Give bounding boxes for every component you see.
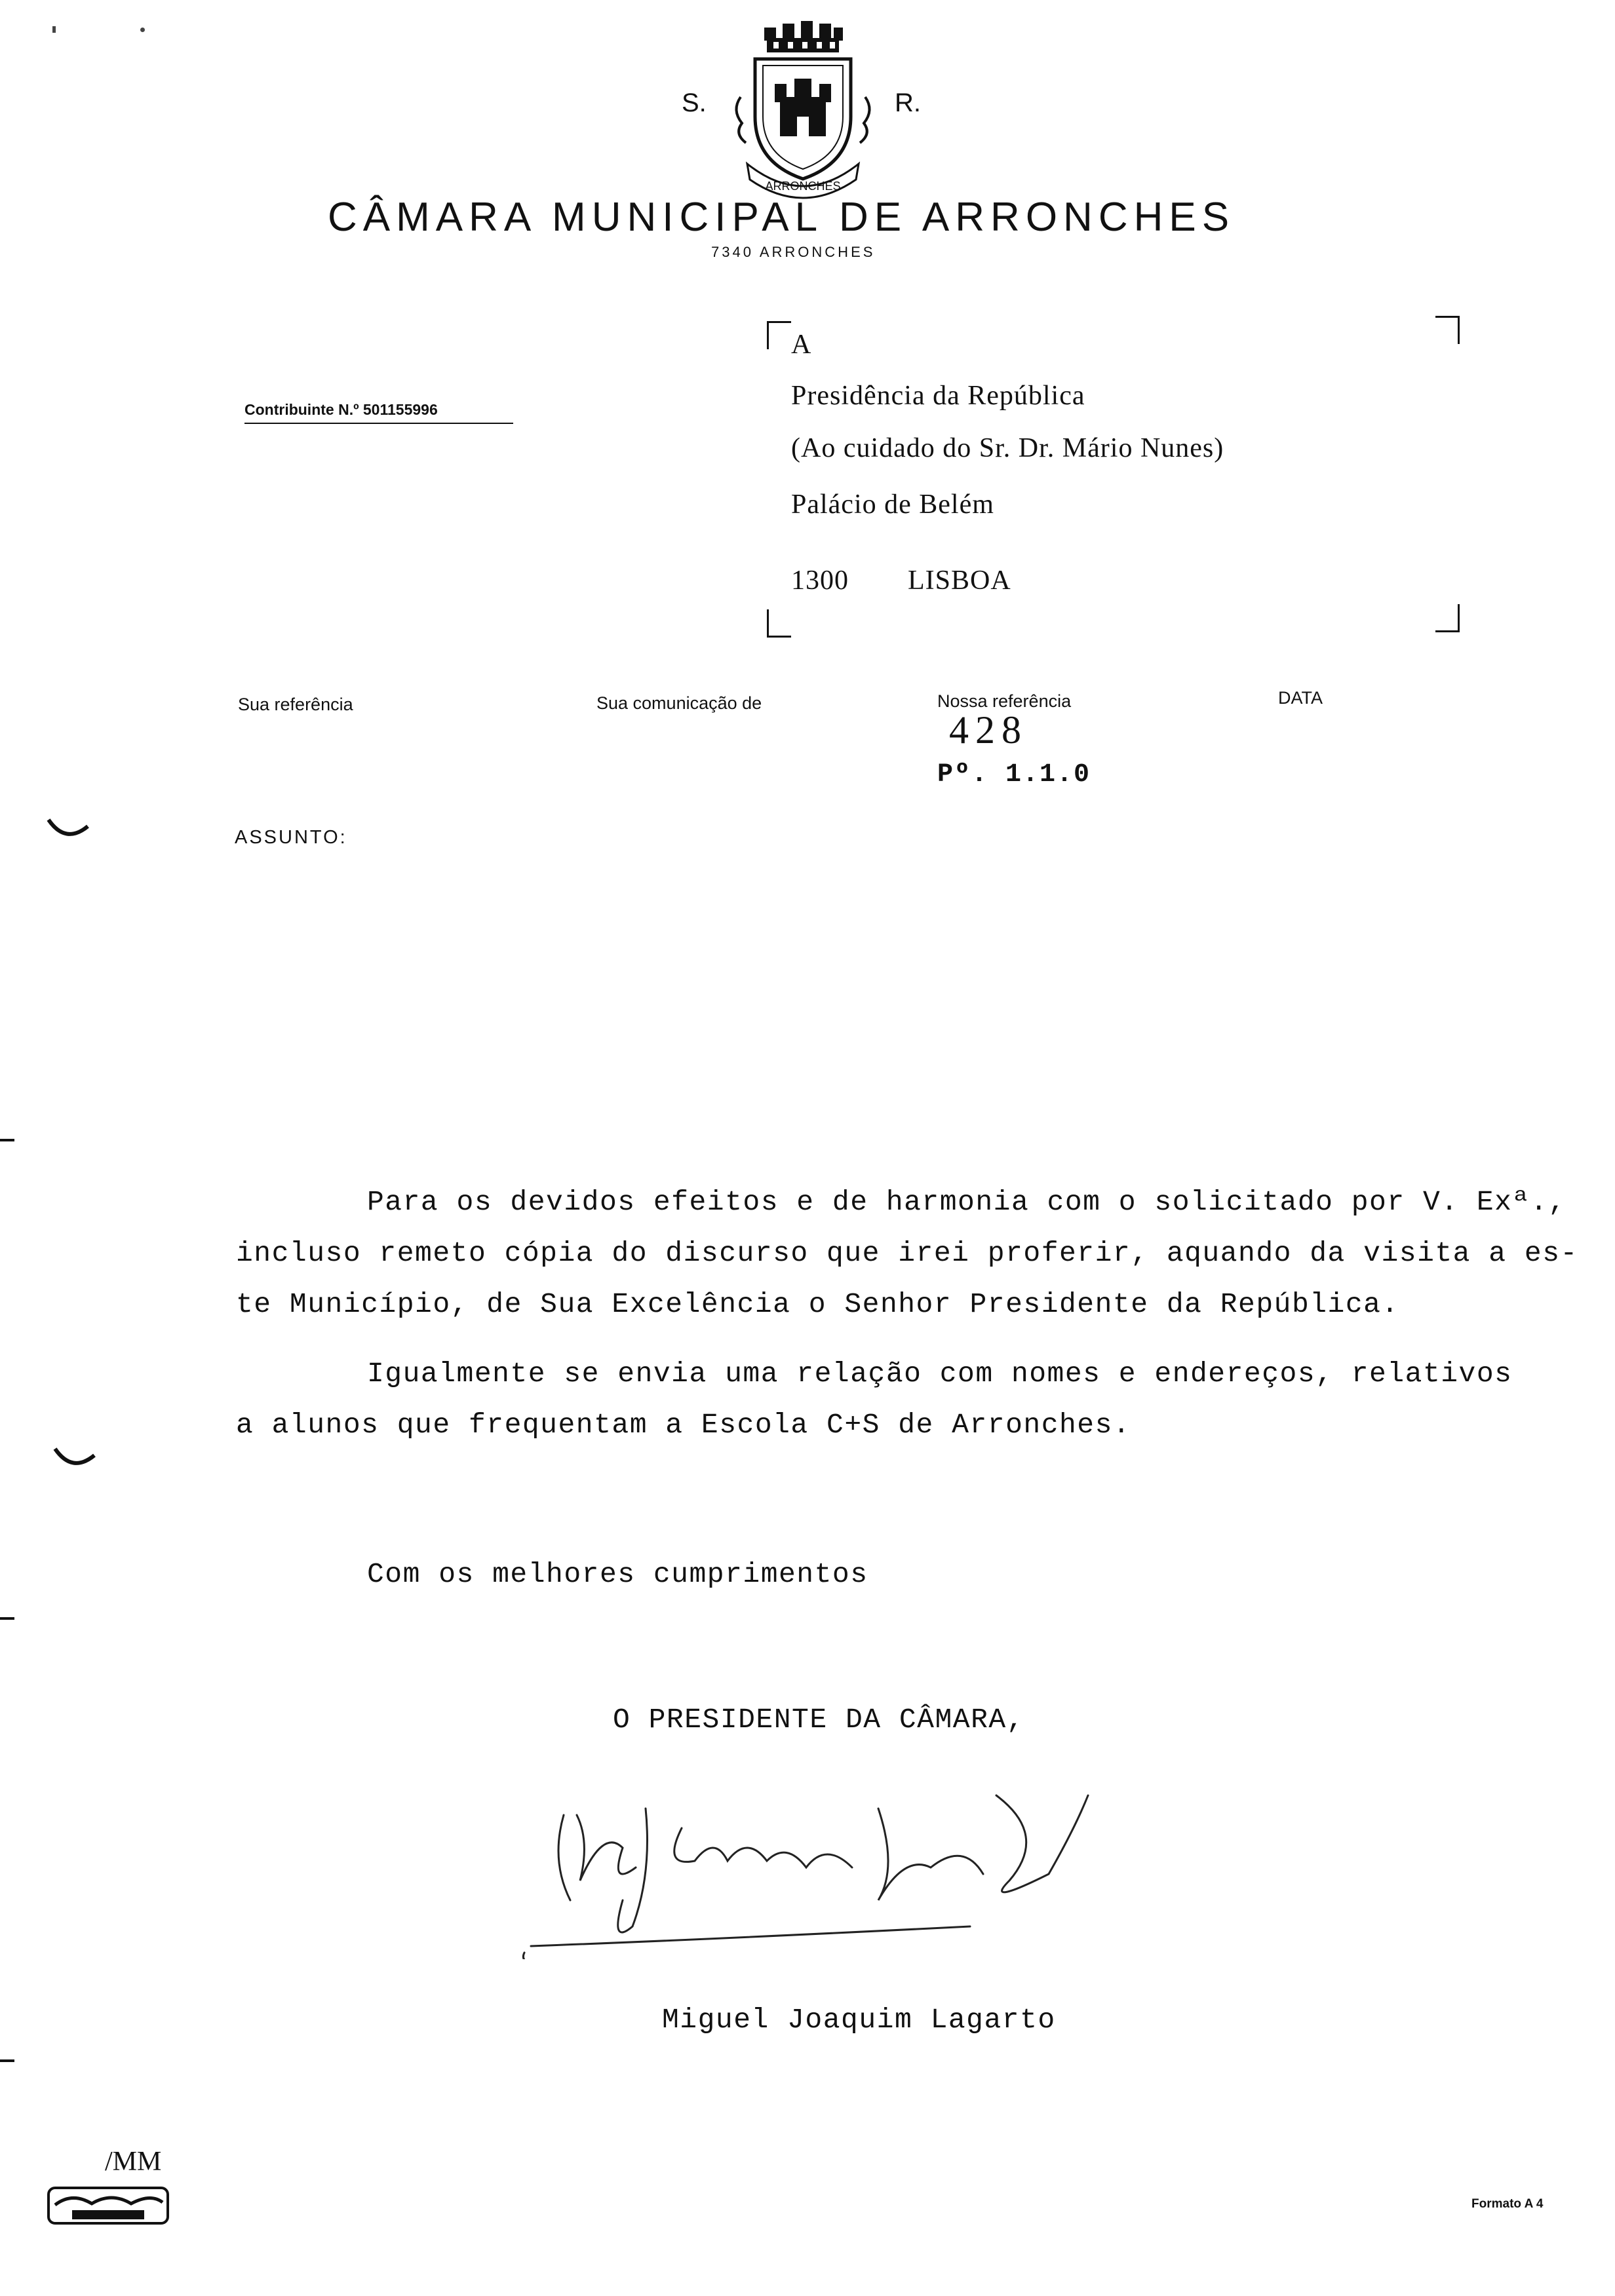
taxpayer-number: Contribuinte N.º 501155996 xyxy=(244,401,513,424)
fold-mark xyxy=(0,1139,14,1141)
punch-mark-icon xyxy=(46,816,92,842)
address-postal-code: 1300 xyxy=(791,565,849,596)
sr-right-mark: R. xyxy=(895,88,921,117)
address-street: Palácio de Belém xyxy=(791,489,994,520)
body-paragraph-1-line-2: incluso remeto cópia do discurso que irei proferir, aquando da visita a es- xyxy=(236,1237,1578,1269)
date-label: DATA xyxy=(1278,688,1323,708)
body-paragraph-2-line-2: a alunos que frequentam a Escola C+S de Arronches. xyxy=(236,1409,1131,1441)
speck-mark xyxy=(140,28,145,32)
address-city: LISBOA xyxy=(908,565,1011,596)
fold-mark xyxy=(0,2059,14,2062)
typist-initials: /MM xyxy=(105,2147,162,2177)
address-recipient: Presidência da República xyxy=(791,381,1085,411)
signatory-title: O PRESIDENTE DA CÂMARA, xyxy=(613,1704,1024,1736)
address-attention: (Ao cuidado do Sr. Dr. Mário Nunes) xyxy=(791,433,1224,463)
our-reference-label: Nossa referência xyxy=(937,691,1072,711)
closing-salutation: Com os melhores cumprimentos xyxy=(367,1558,868,1590)
body-paragraph-2-line-1: Igualmente se envia uma relação com nomes e endereços, relativos xyxy=(367,1358,1513,1390)
your-communication-label: Sua comunicação de xyxy=(596,693,762,713)
body-paragraph-1-line-3: te Município, de Sua Excelência o Senhor Presidente da República. xyxy=(236,1288,1399,1320)
body-paragraph-1-line-1: Para os devidos efeitos e de harmonia com o solicitado por V. Exª., xyxy=(367,1186,1566,1218)
our-reference-number: 428 xyxy=(949,708,1028,752)
signatory-name: Miguel Joaquim Lagarto xyxy=(662,2004,1056,2036)
fold-mark xyxy=(0,1617,14,1620)
address-corner-top-left xyxy=(767,321,791,349)
your-reference-label: Sua referência xyxy=(238,695,353,714)
address-corner-bottom-left xyxy=(767,609,791,638)
punch-mark-icon xyxy=(52,1445,98,1471)
process-number: Pº. 1.1.0 xyxy=(937,760,1091,790)
handwritten-signature xyxy=(511,1769,1140,1959)
speck-mark xyxy=(52,26,56,33)
address-prefix: A xyxy=(791,330,812,360)
municipality-postal-line: 7340 ARRONCHES xyxy=(711,244,876,260)
address-corner-bottom-right xyxy=(1435,604,1460,632)
subject-label: ASSUNTO: xyxy=(235,827,347,848)
municipal-crest-icon xyxy=(728,18,878,208)
page-title: CÂMARA MUNICIPAL DE ARRONCHES xyxy=(328,195,1236,240)
address-corner-top-right xyxy=(1435,316,1460,344)
sr-left-mark: S. xyxy=(682,88,707,117)
crest-banner-text: ARRONCHES xyxy=(765,180,841,193)
printer-stamp-logo xyxy=(46,2185,170,2226)
paper-format-label: Formato A 4 xyxy=(1471,2197,1544,2211)
